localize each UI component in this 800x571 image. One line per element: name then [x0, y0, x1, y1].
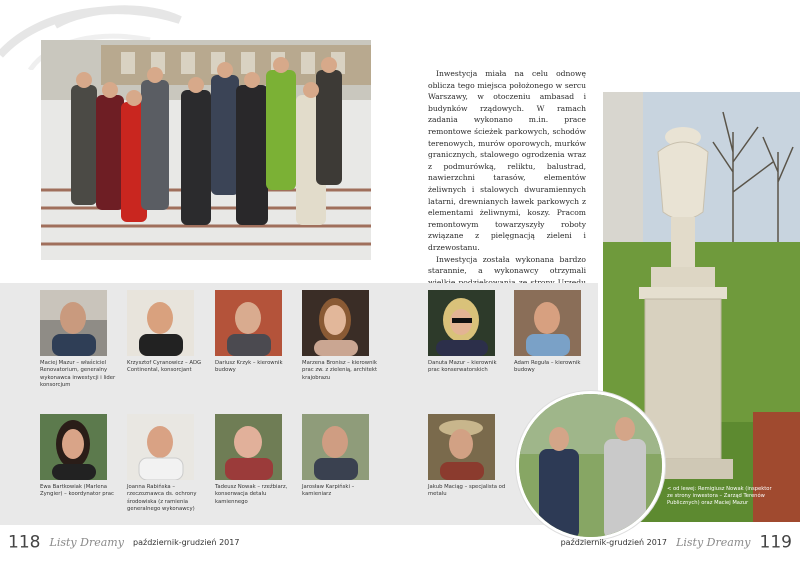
portrait-photo [302, 290, 369, 356]
magazine-logo: Listy Dreamy [49, 536, 124, 549]
person-caption: Marzena Bronisz – kierownik prac zw. z zielenią, architekt krajobrazu [302, 360, 378, 381]
portrait-photo [514, 290, 581, 356]
portrait-photo [127, 290, 194, 356]
person-card [40, 414, 116, 499]
person-caption: Jarosław Karpiński – kamieniarz [302, 484, 355, 498]
portrait-photo [40, 290, 107, 356]
inset-caption: < od lewej: Remigiusz Nowak (inspektor ze strony inwestora – Zarząd Terenów Publicznych) oraz Maciej Mazur [667, 486, 772, 506]
footer-left [8, 532, 239, 558]
page-number-left: 118 [8, 532, 41, 553]
person-card [127, 290, 203, 375]
page-number-right: 119 [759, 532, 792, 553]
portrait-photo [428, 290, 495, 356]
person-caption: Krzysztof Cyranowicz – ADG Continental, konsorcjant [127, 360, 202, 374]
inset-photo [516, 391, 665, 540]
person-caption: Jakub Maciąg – specjalista od metalu [428, 484, 506, 498]
portrait-photo [428, 414, 495, 480]
article-paragraph-1: Inwestycja miała na celu odnowę oblicza tego miejsca położonego w sercu Warszawy, w otoczeniu ambasad i budynków rządowych. W ramach zadania wykonano m.in. prace remontowe ścieżek parkowych, schodów terenowych, murów oporowych, murków granicznych, stalowego ogrodzenia wraz z podmurówką, reliktu, balustrad, nawierzchni tarasów, elementów żeliwnych i stalowych dwuramiennych latarni, drewnianych ławek parkowych z elementami żeliwnymi, koszy. Pracom remontowym towarzyszyły roboty związane z pielęgnacją zieleni i drzewostanu. [428, 69, 586, 252]
article-paragraph-2: Inwestycja została wykonana bardzo starannie, a wykonawcy otrzymali [428, 254, 586, 276]
person-card [40, 290, 116, 390]
portrait-photo [40, 414, 107, 480]
portrait-photo [127, 414, 194, 480]
person-card [428, 414, 504, 499]
article-text [428, 68, 586, 311]
person-card [127, 414, 203, 514]
person-card [215, 290, 291, 375]
person-card [428, 290, 504, 375]
person-caption: Adam Reguła – kierownik budowy [514, 360, 581, 374]
issue-date-left: październik-grudzień 2017 [133, 538, 240, 547]
person-caption: Joanna Rabińska – rzeczoznawca ds. ochrony środowiska (z ramienia generalnego wykonawcy) [127, 484, 197, 513]
portrait-photo [215, 290, 282, 356]
person-caption: Tadeusz Nowak – rzeźbiarz, konserwacja detalu kamiennego [215, 484, 288, 505]
person-caption: Dariusz Krzyk – kierownik budowy [215, 360, 283, 374]
footer-right [561, 532, 792, 558]
person-caption: Maciej Mazur – właściciel Renovatorium, generalny wykonawca inwestycji i lider konsorcjum [40, 360, 116, 389]
magazine-logo: Listy Dreamy [676, 536, 751, 549]
person-card [302, 290, 378, 382]
person-card [215, 414, 291, 506]
portrait-photo [215, 414, 282, 480]
person-caption: Ewa Bartkowiak (Marlena Zyngier) – koordynator prac [40, 484, 114, 498]
portrait-photo [302, 414, 369, 480]
group-photo [41, 40, 371, 260]
issue-date-right: październik-grudzień 2017 [560, 538, 667, 547]
person-caption: Danuta Mazur – kierownik prac konserwatorskich [428, 360, 497, 374]
person-card [514, 290, 590, 375]
person-card [302, 414, 378, 499]
